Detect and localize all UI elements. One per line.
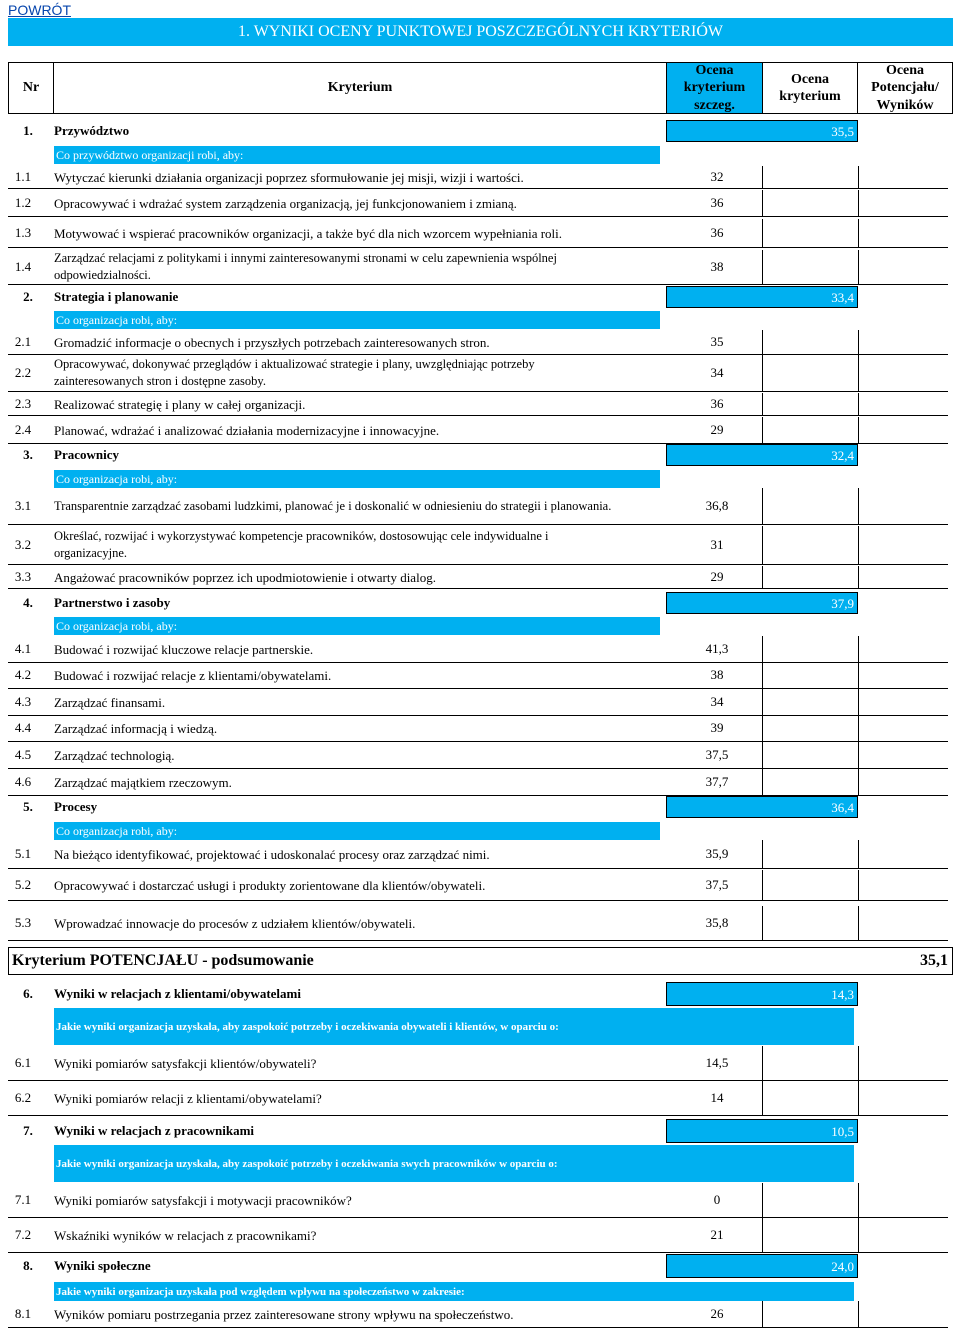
criterion-value: 26 [710, 1306, 724, 1321]
column-divider [762, 906, 763, 940]
column-divider [858, 219, 859, 247]
section-title: Wyniki społeczne [54, 1258, 151, 1273]
column-divider [858, 250, 859, 284]
criterion-number: 1.3 [14, 225, 32, 240]
section-title: Wyniki w relacjach z pracownikami [54, 1123, 255, 1138]
section-score: 37,9 [831, 596, 854, 611]
column-divider [858, 190, 859, 216]
column-divider [858, 870, 859, 900]
column-divider [858, 715, 859, 741]
criterion-row [8, 840, 948, 869]
column-divider [762, 1183, 763, 1217]
criterion-row [8, 1218, 948, 1253]
column-divider [762, 526, 763, 564]
section-title-row [8, 444, 948, 466]
column-divider [858, 393, 859, 415]
criterion-value: 14 [710, 1090, 724, 1105]
criterion-number: 6.2 [14, 1090, 32, 1105]
section-title-row [8, 796, 948, 818]
section-title-row [8, 982, 948, 1006]
section-question-row [8, 1008, 948, 1045]
criterion-value: 37,7 [705, 774, 729, 789]
criterion-number: 5.3 [14, 915, 32, 930]
section-title: Strategia i planowanie [54, 289, 179, 304]
section-question-row [8, 617, 948, 635]
criterion-value: 37,5 [705, 877, 729, 892]
criterion-text: Budować i rozwijać kluczowe relacje partnerskie. [54, 641, 314, 657]
header-ocena-kryterium: Ocena kryterium [762, 62, 858, 114]
criterion-value: 29 [710, 569, 724, 584]
criterion-value: 0 [713, 1192, 721, 1207]
criterion-value: 35 [710, 334, 724, 349]
criterion-value: 38 [710, 667, 724, 682]
criterion-row [8, 488, 948, 525]
criterion-text: Na bieżąco identyfikować, projektować i udoskonalać procesy oraz zarządzać nimi. [54, 846, 490, 862]
column-divider [762, 689, 763, 715]
section-score: 10,5 [831, 1124, 854, 1139]
criterion-text: Realizować strategię i plany w całej organizacji. [54, 396, 306, 412]
section-number: 4. [23, 595, 33, 610]
section-title-row [8, 120, 948, 142]
criterion-text: Wyników pomiaru postrzegania przez zainteresowane strony wpływu na społeczeństwo. [54, 1306, 514, 1322]
column-divider [762, 355, 763, 391]
criterion-value: 14,5 [705, 1055, 729, 1070]
criterion-text: Zarządzać technologią. [54, 747, 175, 763]
criterion-number: 5.2 [14, 877, 32, 892]
summary-value: 35,1 [920, 952, 948, 969]
criterion-number: 4.4 [14, 720, 32, 735]
column-divider [762, 636, 763, 662]
section-number: 5. [23, 799, 33, 814]
section-score-cell [666, 1119, 858, 1143]
criterion-value: 36 [710, 195, 724, 210]
criterion-text: Gromadzić informacje o obecnych i przyszłych potrzebach zainteresowanych stron. [54, 334, 490, 350]
criterion-number: 2.4 [14, 422, 32, 437]
criterion-number: 3.3 [14, 569, 32, 584]
criterion-text: Planować, wdrażać i analizować działania modernizacyjne i innowacyjne. [54, 422, 440, 438]
criterion-row [8, 1081, 948, 1116]
column-divider [762, 190, 763, 216]
criterion-row [8, 166, 948, 189]
criterion-row [8, 250, 948, 285]
criterion-text: Opracowywać i wdrażać system zarządzenia organizacją, jej funkcjonowaniem i zmianą. [54, 195, 517, 211]
column-divider [762, 250, 763, 284]
criterion-row [8, 355, 948, 392]
criterion-row [8, 715, 948, 742]
criterion-row [8, 906, 948, 941]
column-divider [858, 1183, 859, 1217]
criterion-number: 3.1 [14, 498, 32, 513]
column-divider [858, 566, 859, 588]
criterion-row [8, 870, 948, 901]
column-divider [762, 769, 763, 795]
column-divider [762, 488, 763, 524]
section-question-row [8, 1282, 948, 1301]
criterion-value: 34 [710, 365, 724, 380]
criterion-text: Zarządzać finansami. [54, 694, 166, 710]
criterion-number: 1.2 [14, 195, 32, 210]
criterion-value: 39 [710, 720, 724, 735]
criterion-text: Określać, rozwijać i wykorzystywać kompetencje pracowników, dostosowując cele indywidualne i organizacyjne. [54, 529, 549, 560]
column-divider [858, 689, 859, 715]
criterion-row [8, 769, 948, 796]
column-divider [762, 840, 763, 868]
section-question: Co organizacja robi, aby: [54, 617, 660, 635]
header-kryterium: Kryterium [53, 62, 667, 114]
column-divider [762, 219, 763, 247]
criterion-value: 36 [710, 396, 724, 411]
criterion-text: Wyniki pomiarów relacji z klientami/obywatelami? [54, 1090, 322, 1106]
criterion-row [8, 689, 948, 716]
column-divider [858, 1081, 859, 1115]
section-number: 6. [23, 986, 33, 1001]
section-score: 33,4 [831, 290, 854, 305]
criterion-number: 7.2 [14, 1227, 32, 1242]
column-divider [762, 742, 763, 768]
back-link[interactable]: POWRÓT [8, 2, 71, 18]
criterion-number: 4.2 [14, 667, 32, 682]
criterion-value: 35,9 [705, 846, 729, 861]
section-score-cell [666, 1254, 858, 1278]
column-divider [762, 662, 763, 688]
column-divider [858, 1046, 859, 1080]
header-nr: Nr [8, 62, 54, 114]
criterion-value: 32 [710, 169, 724, 184]
section-question-row [8, 311, 948, 329]
criterion-number: 1.4 [14, 259, 32, 274]
section-title-row [8, 1119, 948, 1143]
section-title: Pracownicy [54, 447, 119, 462]
section-title-row [8, 286, 948, 308]
section-score: 32,4 [831, 448, 854, 463]
column-divider [858, 769, 859, 795]
criterion-row [8, 190, 948, 217]
column-divider [858, 840, 859, 868]
section-question: Co organizacja robi, aby: [54, 470, 660, 488]
column-divider [762, 566, 763, 588]
section-question: Co organizacja robi, aby: [54, 311, 660, 329]
criterion-value: 41,3 [705, 641, 729, 656]
section-score: 36,4 [831, 800, 854, 815]
criterion-number: 4.6 [14, 774, 32, 789]
column-divider [858, 166, 859, 188]
criterion-text: Wyniki pomiarów satysfakcji i motywacji pracowników? [54, 1192, 352, 1208]
criterion-text: Wyniki pomiarów satysfakcji klientów/obywateli? [54, 1055, 317, 1071]
criterion-value: 36,8 [705, 498, 729, 513]
column-divider [762, 870, 763, 900]
section-score-cell [666, 286, 858, 308]
section-score-cell [666, 120, 858, 142]
potential-summary-row [8, 947, 953, 975]
column-divider [762, 417, 763, 443]
section-title: Wyniki w relacjach z klientami/obywatelami [54, 986, 301, 1001]
criterion-number: 7.1 [14, 1192, 32, 1207]
criterion-value: 34 [710, 694, 724, 709]
column-divider [858, 417, 859, 443]
criterion-text: Zarządzać majątkiem rzeczowym. [54, 774, 232, 790]
column-divider [858, 1301, 859, 1327]
criterion-row [8, 219, 948, 248]
criterion-text: Opracowywać i dostarczać usługi i produkty zorientowane dla klientów/obywateli. [54, 877, 486, 893]
column-divider [858, 636, 859, 662]
criterion-text: Budować i rozwijać relacje z klientami/obywatelami. [54, 667, 332, 683]
criterion-number: 3.2 [14, 537, 32, 552]
section-title: Przywództwo [54, 123, 130, 138]
column-divider [858, 355, 859, 391]
section-question: Jakie wyniki organizacja uzyskała pod względem wpływu na społeczeństwo w zakresie: [54, 1282, 854, 1301]
column-divider [762, 393, 763, 415]
criterion-row [8, 1301, 948, 1328]
criterion-text: Angażować pracowników poprzez ich upodmiotowienie i otwarty dialog. [54, 569, 436, 585]
column-divider [762, 715, 763, 741]
criterion-value: 29 [710, 422, 724, 437]
section-number: 7. [23, 1123, 33, 1138]
section-score-cell [666, 592, 858, 614]
criterion-number: 4.5 [14, 747, 32, 762]
criterion-number: 6.1 [14, 1055, 32, 1070]
criterion-text: Wprowadzać innowacje do procesów z udziałem klientów/obywateli. [54, 915, 416, 931]
section-question: Jakie wyniki organizacja uzyskała, aby zaspokoić potrzeby i oczekiwania swych pracowników w oparciu o: [54, 1145, 854, 1182]
page-title: 1. WYNIKI OCENY PUNKTOWEJ POSZCZEGÓLNYCH KRYTERIÓW [8, 18, 953, 46]
criterion-row [8, 636, 948, 663]
criterion-text: Transparentnie zarządzać zasobami ludzkimi, planować je i doskonalić w odniesieniu do strategii i planowania. [54, 498, 612, 513]
criterion-number: 4.3 [14, 694, 32, 709]
section-number: 1. [23, 123, 33, 138]
section-question: Co przywództwo organizacji robi, aby: [54, 146, 660, 164]
section-number: 8. [23, 1258, 33, 1273]
criterion-row [8, 417, 948, 444]
header-ocena-potencjalu: Ocena Potencjału/ Wyników [857, 62, 953, 114]
criterion-row [8, 393, 948, 416]
column-divider [762, 330, 763, 354]
column-divider [762, 166, 763, 188]
section-score-cell [666, 982, 858, 1006]
column-divider [858, 742, 859, 768]
section-score: 35,5 [831, 124, 854, 139]
criterion-value: 37,5 [705, 747, 729, 762]
column-divider [858, 330, 859, 354]
criterion-value: 21 [710, 1227, 724, 1242]
criterion-text: Zarządzać informacją i wiedzą. [54, 720, 218, 736]
criterion-row [8, 1046, 948, 1081]
section-score: 14,3 [831, 987, 854, 1002]
criterion-number: 2.2 [14, 365, 32, 380]
section-title: Procesy [54, 799, 98, 814]
criterion-text: Wskaźniki wyników w relacjach z pracownikami? [54, 1227, 317, 1243]
section-number: 2. [23, 289, 33, 304]
criterion-number: 8.1 [14, 1306, 32, 1321]
criterion-value: 35,8 [705, 915, 729, 930]
column-divider [762, 1081, 763, 1115]
section-question-row [8, 470, 948, 488]
summary-label: Kryterium POTENCJAŁU - podsumowanie [12, 952, 314, 969]
criterion-text: Motywować i wspierać pracowników organizacji, a także być dla nich wzorcem wypełniania roli. [54, 225, 563, 241]
column-divider [762, 1046, 763, 1080]
section-question-row [8, 146, 948, 164]
column-divider [858, 662, 859, 688]
section-question-row [8, 1145, 948, 1182]
criterion-number: 2.1 [14, 334, 32, 349]
section-title: Partnerstwo i zasoby [54, 595, 171, 610]
criterion-text: Wytyczać kierunki działania organizacji poprzez sformułowanie jej misji, wizji i wartości. [54, 169, 524, 185]
section-number: 3. [23, 447, 33, 462]
column-divider [858, 488, 859, 524]
column-divider [858, 526, 859, 564]
criterion-value: 31 [710, 537, 724, 552]
section-score: 24,0 [831, 1259, 854, 1274]
criterion-number: 1.1 [14, 169, 32, 184]
criterion-value: 36 [710, 225, 724, 240]
section-question: Jakie wyniki organizacja uzyskała, aby zaspokoić potrzeby i oczekiwania obywateli i klientów, w oparciu o: [54, 1008, 854, 1045]
criterion-text: Opracowywać, dokonywać przeglądów i aktualizować strategie i plany, uwzględniając potrzeby zainteresowanych stron i dostępne zasoby. [54, 357, 535, 388]
column-divider [858, 906, 859, 940]
section-score-cell [666, 444, 858, 466]
criterion-text: Zarządzać relacjami z politykami i innymi zainteresowanymi stronami w celu zapewnienia wspólnej odpowiedzialności. [54, 251, 557, 282]
column-divider [762, 1218, 763, 1252]
section-question-row [8, 822, 948, 840]
section-question: Co organizacja robi, aby: [54, 822, 660, 840]
criterion-value: 38 [710, 259, 724, 274]
section-title-row [8, 1254, 948, 1278]
criterion-number: 4.1 [14, 641, 32, 656]
header-ocena-szczeg: Ocena kryterium szczeg. [666, 62, 763, 114]
criterion-row [8, 566, 948, 589]
criterion-number: 5.1 [14, 846, 32, 861]
column-divider [762, 1301, 763, 1327]
section-score-cell [666, 796, 858, 818]
section-title-row [8, 592, 948, 614]
criterion-row [8, 330, 948, 355]
criterion-row [8, 1183, 948, 1218]
criterion-row [8, 742, 948, 769]
criterion-row [8, 526, 948, 565]
column-divider [858, 1218, 859, 1252]
criterion-number: 2.3 [14, 396, 32, 411]
criterion-row [8, 662, 948, 689]
